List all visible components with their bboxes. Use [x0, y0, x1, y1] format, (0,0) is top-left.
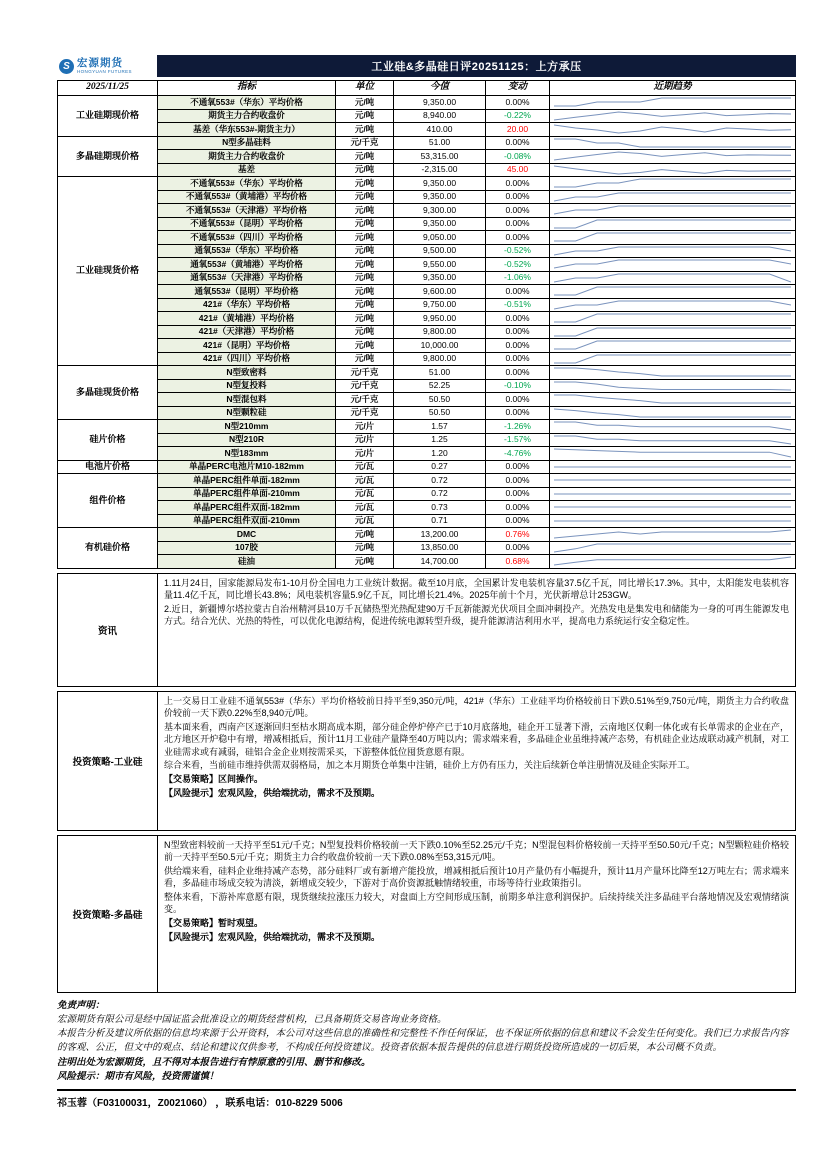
section-paragraph: 1.11月24日，国家能源局发布1-10月份全国电力工业统计数据。截至10月底，全国累计发电装机容量37.5亿千瓦，同比增长17.3%。其中，太阳能发电装机容量11.4亿千瓦，同比增长43.8%；风电装机容量5.9亿千瓦，同比增长21.4%。2025年前十个月，光伏新增总计253GW。 [164, 577, 789, 601]
indicator-name: N型多晶硅料 [158, 136, 336, 150]
group-label: 工业硅期现价格 [58, 96, 158, 137]
change-value: 0.00% [486, 177, 550, 191]
table-row [58, 136, 796, 150]
current-value: 1.25 [394, 433, 486, 447]
section-strategy-industrial-silicon [57, 691, 796, 831]
unit-value: 元/吨 [336, 271, 394, 285]
section-text [158, 692, 795, 830]
current-value: 1.20 [394, 447, 486, 461]
group-label: 工业硅现货价格 [58, 177, 158, 366]
indicator-name: N型致密料 [158, 366, 336, 380]
logo-english-name: HONGYUAN FUTURES [77, 68, 132, 74]
table-row [58, 190, 796, 204]
unit-value: 元/吨 [336, 258, 394, 272]
change-value: 0.00% [486, 366, 550, 380]
current-value: 8,940.00 [394, 109, 486, 123]
current-value: 9,350.00 [394, 271, 486, 285]
indicator-name: N型210R [158, 433, 336, 447]
unit-value: 元/吨 [336, 109, 394, 123]
unit-value: 元/片 [336, 420, 394, 434]
hongyuan-logo-icon: S [59, 59, 74, 74]
column-header-trend: 近期趋势 [550, 81, 796, 96]
change-value: -0.10% [486, 379, 550, 393]
change-value: 45.00 [486, 163, 550, 177]
trend-sparkline [550, 150, 796, 164]
column-header-indicator: 指标 [158, 81, 336, 96]
table-row [58, 325, 796, 339]
change-value: -0.51% [486, 298, 550, 312]
trend-sparkline [550, 501, 796, 515]
trend-sparkline [550, 555, 796, 569]
indicator-name: N型颗粒硅 [158, 406, 336, 420]
table-header-row [58, 81, 796, 96]
change-value: 0.00% [486, 474, 550, 488]
disclaimer [57, 999, 796, 1085]
price-table [57, 80, 796, 569]
table-row [58, 271, 796, 285]
current-value: -2,315.00 [394, 163, 486, 177]
unit-value: 元/吨 [336, 123, 394, 137]
trend-sparkline [550, 96, 796, 110]
trend-sparkline [550, 325, 796, 339]
table-row [58, 420, 796, 434]
group-label: 多晶硅期现价格 [58, 136, 158, 177]
trend-sparkline [550, 123, 796, 137]
current-value: 0.72 [394, 474, 486, 488]
section-text [158, 836, 795, 992]
table-row [58, 555, 796, 569]
change-value: 0.00% [486, 487, 550, 501]
change-value: 0.00% [486, 285, 550, 299]
table-row [58, 447, 796, 461]
table-row [58, 163, 796, 177]
unit-value: 元/吨 [336, 190, 394, 204]
group-label: 电池片价格 [58, 460, 158, 474]
trend-sparkline [550, 406, 796, 420]
trend-sparkline [550, 312, 796, 326]
current-value: 0.27 [394, 460, 486, 474]
table-row [58, 244, 796, 258]
section-title: 投资策略-多晶硅 [58, 836, 158, 992]
table-row [58, 123, 796, 137]
indicator-name: 421#（四川）平均价格 [158, 352, 336, 366]
indicator-name: N型混包料 [158, 393, 336, 407]
section-paragraph: N型致密料较前一天持平至51元/千克；N型复投料价格较前一天下跌0.10%至52.25元/千克；N型混包料价格较前一天持平至50.50元/千克；N型颗粒硅价格较前一天持平至50.5元/千克；期货主力合约收盘价较前一天下跌0.08%至53,315元/吨。 [164, 839, 789, 863]
indicator-name: 不通氧553#（四川）平均价格 [158, 231, 336, 245]
section-paragraph: 上一交易日工业硅不通氧553#（华东）平均价格较前日持平至9,350元/吨，421#（华东）工业硅平均价格较前日下跌0.51%至9,750元/吨，期货主力合约收盘价较前一天下跌0.22%至8,940元/吨。 [164, 695, 789, 719]
table-row [58, 379, 796, 393]
unit-value: 元/吨 [336, 96, 394, 110]
indicator-name: 单晶PERC组件单面-210mm [158, 487, 336, 501]
trend-sparkline [550, 433, 796, 447]
table-row [58, 501, 796, 515]
table-row [58, 460, 796, 474]
table-row [58, 339, 796, 353]
unit-value: 元/瓦 [336, 460, 394, 474]
text-sections [57, 573, 796, 993]
unit-value: 元/吨 [336, 541, 394, 555]
group-label: 组件价格 [58, 474, 158, 528]
change-value: 0.00% [486, 393, 550, 407]
unit-value: 元/千克 [336, 136, 394, 150]
trend-sparkline [550, 379, 796, 393]
section-strategy-polysilicon [57, 835, 796, 993]
unit-value: 元/片 [336, 447, 394, 461]
logo-chinese-name: 宏源期货 [77, 56, 123, 69]
unit-value: 元/吨 [336, 339, 394, 353]
change-value: 0.00% [486, 406, 550, 420]
hongyuan-logo [57, 55, 157, 77]
indicator-name: N型210mm [158, 420, 336, 434]
current-value: 9,350.00 [394, 96, 486, 110]
indicator-name: 通氧553#（华东）平均价格 [158, 244, 336, 258]
indicator-name: DMC [158, 528, 336, 542]
trend-sparkline [550, 271, 796, 285]
unit-value: 元/吨 [336, 231, 394, 245]
unit-value: 元/吨 [336, 244, 394, 258]
change-value: -4.76% [486, 447, 550, 461]
trend-sparkline [550, 474, 796, 488]
current-value: 9,050.00 [394, 231, 486, 245]
hongyuan-logo-text [77, 58, 132, 75]
trend-sparkline [550, 204, 796, 218]
unit-value: 元/吨 [336, 325, 394, 339]
trend-sparkline [550, 177, 796, 191]
change-value: -1.26% [486, 420, 550, 434]
trend-sparkline [550, 366, 796, 380]
current-value: 9,350.00 [394, 177, 486, 191]
trend-sparkline [550, 352, 796, 366]
trend-sparkline [550, 258, 796, 272]
analyst-info: 祁玉蓉（F03100031，Z0021060） ，联系电话：010-8229 5006 [57, 1089, 796, 1109]
change-value: 0.00% [486, 204, 550, 218]
change-value: 0.00% [486, 231, 550, 245]
change-value: 0.00% [486, 217, 550, 231]
trend-sparkline [550, 217, 796, 231]
disclaimer-line: 宏源期货有限公司是经中国证监会批准设立的期货经营机构，已具备期货交易咨询业务资格。 [57, 1014, 447, 1025]
section-paragraph: 【风险提示】宏观风险，供给端扰动，需求不及预期。 [164, 787, 381, 798]
unit-value: 元/吨 [336, 312, 394, 326]
current-value: 50.50 [394, 406, 486, 420]
unit-value: 元/吨 [336, 352, 394, 366]
trend-sparkline [550, 339, 796, 353]
change-value: 0.00% [486, 136, 550, 150]
change-value: 0.00% [486, 514, 550, 528]
change-value: -1.57% [486, 433, 550, 447]
current-value: 51.00 [394, 366, 486, 380]
indicator-name: 期货主力合约收盘价 [158, 109, 336, 123]
current-value: 9,950.00 [394, 312, 486, 326]
table-row [58, 231, 796, 245]
current-value: 410.00 [394, 123, 486, 137]
trend-sparkline [550, 298, 796, 312]
unit-value: 元/吨 [336, 150, 394, 164]
indicator-name: 不通氧553#（昆明）平均价格 [158, 217, 336, 231]
section-title: 资讯 [58, 574, 158, 686]
disclaimer-line: 注明出处为宏源期货，且不得对本报告进行有悖原意的引用、删节和修改。 [57, 1057, 371, 1068]
report-header [57, 55, 796, 77]
table-row [58, 474, 796, 488]
section-paragraph: 【风险提示】宏观风险，供给端扰动，需求不及预期。 [164, 931, 381, 942]
indicator-name: 单晶PERC组件双面-210mm [158, 514, 336, 528]
unit-value: 元/吨 [336, 555, 394, 569]
current-value: 50.50 [394, 393, 486, 407]
unit-value: 元/千克 [336, 406, 394, 420]
unit-value: 元/吨 [336, 204, 394, 218]
change-value: 0.00% [486, 312, 550, 326]
indicator-name: 单晶PERC电池片M10-182mm [158, 460, 336, 474]
trend-sparkline [550, 420, 796, 434]
current-value: 9,600.00 [394, 285, 486, 299]
unit-value: 元/吨 [336, 163, 394, 177]
indicator-name: 107胶 [158, 541, 336, 555]
indicator-name: 单晶PERC组件双面-182mm [158, 501, 336, 515]
group-label: 有机硅价格 [58, 528, 158, 569]
table-row [58, 352, 796, 366]
indicator-name: 基差（华东553#-期货主力） [158, 123, 336, 137]
indicator-name: 不通氧553#（华东）平均价格 [158, 177, 336, 191]
indicator-name: 421#（昆明）平均价格 [158, 339, 336, 353]
indicator-name: 不通氧553#（黄埔港）平均价格 [158, 190, 336, 204]
table-row [58, 528, 796, 542]
section-text [158, 574, 795, 686]
table-row [58, 96, 796, 110]
trend-sparkline [550, 190, 796, 204]
change-value: 0.00% [486, 325, 550, 339]
unit-value: 元/片 [336, 433, 394, 447]
unit-value: 元/千克 [336, 366, 394, 380]
trend-sparkline [550, 528, 796, 542]
unit-value: 元/瓦 [336, 501, 394, 515]
current-value: 10,000.00 [394, 339, 486, 353]
section-news [57, 573, 796, 687]
current-value: 0.73 [394, 501, 486, 515]
table-row [58, 177, 796, 191]
section-paragraph: 整体来看，下游补库意愿有限，现货继续拉涨压力较大，对盘面上方空间形成压制，前期多单注意利润保护。后续持续关注多晶硅平台落地情况及宏观情绪演变。 [164, 891, 789, 915]
current-value: 9,350.00 [394, 190, 486, 204]
section-paragraph: 基本面来看，西南产区逐渐回归至枯水期高成本期，部分硅企停炉停产已于10月底落地，硅企开工显著下滑，云南地区仅剩一体化或有长单需求的企业在产，北方地区开炉稳中有增，增减相抵后，预计11月工业硅产量降至40万吨以内；需求端来看，多晶硅企业虽维持减产态势，有机硅企业达成联动减产机制，对工业硅需求或有减弱，硅铝合金企业则按需采买，下游整体低位囤货意愿有限。 [164, 721, 789, 757]
trend-sparkline [550, 514, 796, 528]
table-row [58, 285, 796, 299]
current-value: 9,550.00 [394, 258, 486, 272]
current-value: 53,315.00 [394, 150, 486, 164]
section-title: 投资策略-工业硅 [58, 692, 158, 830]
current-value: 9,800.00 [394, 352, 486, 366]
section-paragraph: 2.近日，新疆博尔塔拉蒙古自治州精河县10万千瓦储热型光热配建90万千瓦新能源光伏项目全面冲刺投产。光热发电是集发电和储能为一身的可再生能源发电方式。结合光伏、光热的特性，可以优化电源结构，促进传统电源转型升级，提升能源清洁利用水平，提高电力系统运行安全稳定性。 [164, 603, 789, 627]
trend-sparkline [550, 487, 796, 501]
indicator-name: 421#（天津港）平均价格 [158, 325, 336, 339]
change-value: 20.00 [486, 123, 550, 137]
indicator-name: N型183mm [158, 447, 336, 461]
current-value: 0.71 [394, 514, 486, 528]
indicator-name: 通氧553#（天津港）平均价格 [158, 271, 336, 285]
indicator-name: 不通氧553#（天津港）平均价格 [158, 204, 336, 218]
trend-sparkline [550, 109, 796, 123]
current-value: 14,700.00 [394, 555, 486, 569]
unit-value: 元/吨 [336, 528, 394, 542]
change-value: 0.00% [486, 339, 550, 353]
table-row [58, 393, 796, 407]
indicator-name: N型复投料 [158, 379, 336, 393]
column-header-value: 今值 [394, 81, 486, 96]
current-value: 9,350.00 [394, 217, 486, 231]
change-value: -0.08% [486, 150, 550, 164]
trend-sparkline [550, 231, 796, 245]
section-paragraph: 供给端来看，硅料企业维持减产态势，部分硅料厂或有新增产能投放，增减相抵后预计10月产量仍有小幅提升，预计11月产量环比降至12万吨左右；需求端来看，多晶硅市场成交较为清淡，新增成交较少，下游对于高价资源抵触情绪较重，市场等待行业政策指引。 [164, 865, 789, 889]
table-row [58, 109, 796, 123]
indicator-name: 不通氧553#（华东）平均价格 [158, 96, 336, 110]
change-value: 0.00% [486, 190, 550, 204]
section-paragraph: 综合来看，当前硅市维持供需双弱格局，加之本月期货仓单集中注销，硅价上方仍有压力，关注后续新仓单注册情况及硅企实际开工。 [164, 760, 696, 771]
trend-sparkline [550, 393, 796, 407]
table-row [58, 406, 796, 420]
change-value: 0.00% [486, 460, 550, 474]
trend-sparkline [550, 244, 796, 258]
unit-value: 元/吨 [336, 217, 394, 231]
current-value: 0.72 [394, 487, 486, 501]
indicator-name: 通氧553#（昆明）平均价格 [158, 285, 336, 299]
report-date: 2025/11/25 [58, 81, 158, 96]
disclaimer-line: 风险提示：期市有风险，投资需谨慎！ [57, 1071, 219, 1082]
disclaimer-line: 免责声明： [57, 1000, 105, 1011]
indicator-name: 硅油 [158, 555, 336, 569]
trend-sparkline [550, 163, 796, 177]
table-row [58, 150, 796, 164]
indicator-name: 421#（黄埔港）平均价格 [158, 312, 336, 326]
current-value: 52.25 [394, 379, 486, 393]
trend-sparkline [550, 285, 796, 299]
section-paragraph: 【交易策略】暂时观望。 [164, 918, 264, 929]
current-value: 9,500.00 [394, 244, 486, 258]
current-value: 9,800.00 [394, 325, 486, 339]
change-value: -1.06% [486, 271, 550, 285]
change-value: 0.76% [486, 528, 550, 542]
group-label: 硅片价格 [58, 420, 158, 461]
change-value: 0.00% [486, 501, 550, 515]
table-row [58, 514, 796, 528]
unit-value: 元/瓦 [336, 474, 394, 488]
indicator-name: 421#（华东）平均价格 [158, 298, 336, 312]
unit-value: 元/吨 [336, 285, 394, 299]
unit-value: 元/吨 [336, 177, 394, 191]
trend-sparkline [550, 541, 796, 555]
table-row [58, 487, 796, 501]
unit-value: 元/瓦 [336, 514, 394, 528]
current-value: 9,750.00 [394, 298, 486, 312]
indicator-name: 通氧553#（黄埔港）平均价格 [158, 258, 336, 272]
indicator-name: 单晶PERC组件单面-182mm [158, 474, 336, 488]
current-value: 13,200.00 [394, 528, 486, 542]
disclaimer-line: 本报告分析及建议所依据的信息均来源于公开资料，本公司对这些信息的准确性和完整性不作任何保证，也不保证所依据的信息和建议不会发生任何变化。我们已力求报告内容的客观、公正，但文中的观点、结论和建议仅供参考，不构成任何投资建议。投资者依据本报告提供的信息进行期货投资所造成的一切后果，本公司概不负责。 [57, 1029, 789, 1054]
unit-value: 元/千克 [336, 379, 394, 393]
section-paragraph: 【交易策略】区间操作。 [164, 774, 264, 785]
unit-value: 元/瓦 [336, 487, 394, 501]
table-row [58, 217, 796, 231]
table-row [58, 258, 796, 272]
report-title: 工业硅&多晶硅日评20251125：上方承压 [157, 55, 796, 77]
change-value: 0.00% [486, 541, 550, 555]
group-label: 多晶硅现货价格 [58, 366, 158, 420]
table-row [58, 433, 796, 447]
current-value: 13,850.00 [394, 541, 486, 555]
change-value: -0.52% [486, 244, 550, 258]
report-page [57, 55, 796, 1109]
change-value: -0.22% [486, 109, 550, 123]
change-value: 0.00% [486, 352, 550, 366]
column-header-change: 变动 [486, 81, 550, 96]
current-value: 9,300.00 [394, 204, 486, 218]
table-row [58, 312, 796, 326]
trend-sparkline [550, 447, 796, 461]
current-value: 51.00 [394, 136, 486, 150]
trend-sparkline [550, 136, 796, 150]
change-value: 0.68% [486, 555, 550, 569]
change-value: 0.00% [486, 96, 550, 110]
indicator-name: 基差 [158, 163, 336, 177]
table-row [58, 298, 796, 312]
unit-value: 元/千克 [336, 393, 394, 407]
unit-value: 元/吨 [336, 298, 394, 312]
table-row [58, 541, 796, 555]
change-value: -0.52% [486, 258, 550, 272]
column-header-unit: 单位 [336, 81, 394, 96]
indicator-name: 期货主力合约收盘价 [158, 150, 336, 164]
table-row [58, 366, 796, 380]
current-value: 1.57 [394, 420, 486, 434]
table-row [58, 204, 796, 218]
trend-sparkline [550, 460, 796, 474]
